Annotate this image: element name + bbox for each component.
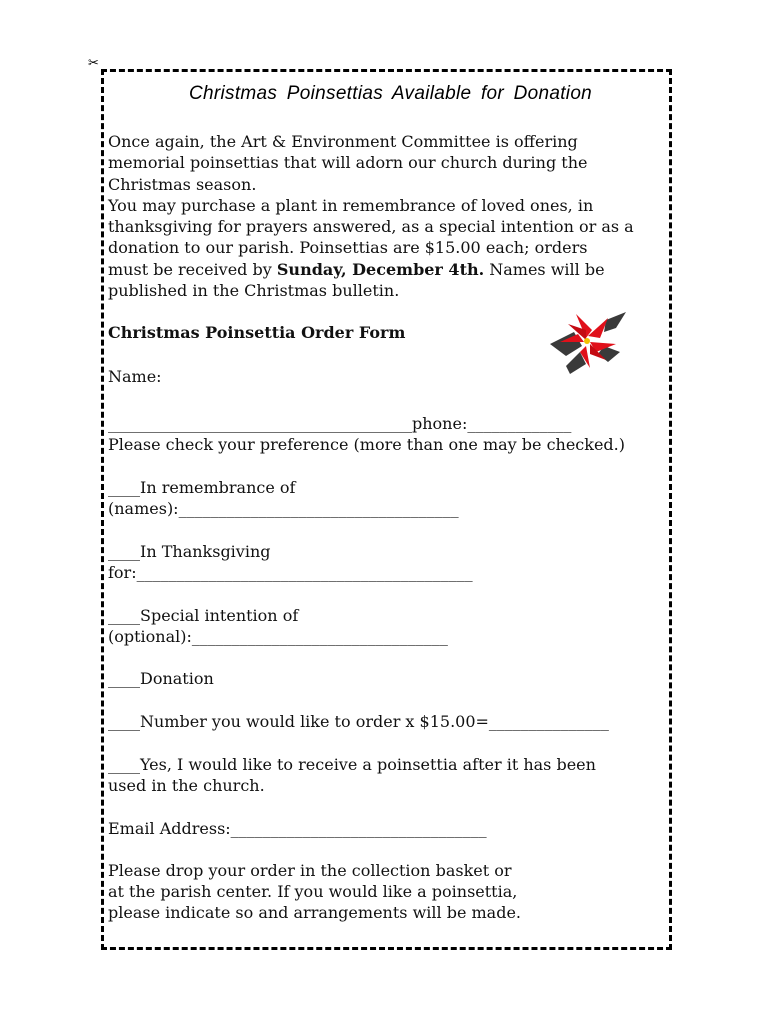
order-form-heading: Christmas Poinsettia Order Form	[108, 323, 406, 342]
intro-line: You may purchase a plant in remembrance of loved ones, in	[108, 196, 594, 215]
intro-line: Christmas season.	[108, 175, 257, 194]
special-intention-checkbox[interactable]: ____Special intention of	[108, 606, 299, 625]
intro-line: thanksgiving for prayers answered, as a special intention or as a	[108, 217, 634, 236]
intro-line: Once again, the Art & Environment Committee is offering	[108, 132, 578, 151]
special-intention-field[interactable]: (optional):________________________________	[108, 627, 448, 646]
order-quantity-field[interactable]: ____Number you would like to order x $15.00=_______________	[108, 712, 609, 731]
intro-line: donation to our parish. Poinsettias are $15.00 each; orders	[108, 238, 588, 257]
drop-off-instructions: Please drop your order in the collection basket or	[108, 861, 512, 880]
intro-line: memorial poinsettias that will adorn our church during the	[108, 153, 588, 172]
email-field[interactable]: Email Address:________________________________	[108, 819, 487, 838]
name-phone-field[interactable]: ______________________________________phone:_____________	[108, 414, 572, 433]
intro-line: published in the Christmas bulletin.	[108, 281, 400, 300]
thanksgiving-checkbox[interactable]: ____In Thanksgiving	[108, 542, 271, 561]
name-label: Name:	[108, 367, 162, 386]
deadline-date: Sunday, December 4th.	[276, 260, 485, 279]
page-title: Christmas Poinsettias Available for Donation	[189, 83, 593, 104]
intro-deadline-line	[108, 259, 678, 280]
preference-instruction: Please check your preference (more than one may be checked.)	[108, 435, 625, 454]
drop-off-instructions: please indicate so and arrangements will be made.	[108, 903, 521, 922]
drop-off-instructions: at the parish center. If you would like a poinsettia,	[108, 882, 518, 901]
remembrance-checkbox[interactable]: ____In remembrance of	[108, 478, 296, 497]
scissors-icon: ✂	[88, 56, 99, 71]
receive-poinsettia-note: used in the church.	[108, 776, 265, 795]
receive-poinsettia-checkbox[interactable]: ____Yes, I would like to receive a poinsettia after it has been	[108, 755, 596, 774]
deadline-prefix: must be received by	[108, 260, 277, 279]
deadline-suffix: Names will be	[484, 260, 605, 279]
remembrance-names-field[interactable]: (names):___________________________________	[108, 499, 459, 518]
thanksgiving-for-field[interactable]: for:__________________________________________	[108, 563, 473, 582]
donation-checkbox[interactable]: ____Donation	[108, 669, 214, 688]
